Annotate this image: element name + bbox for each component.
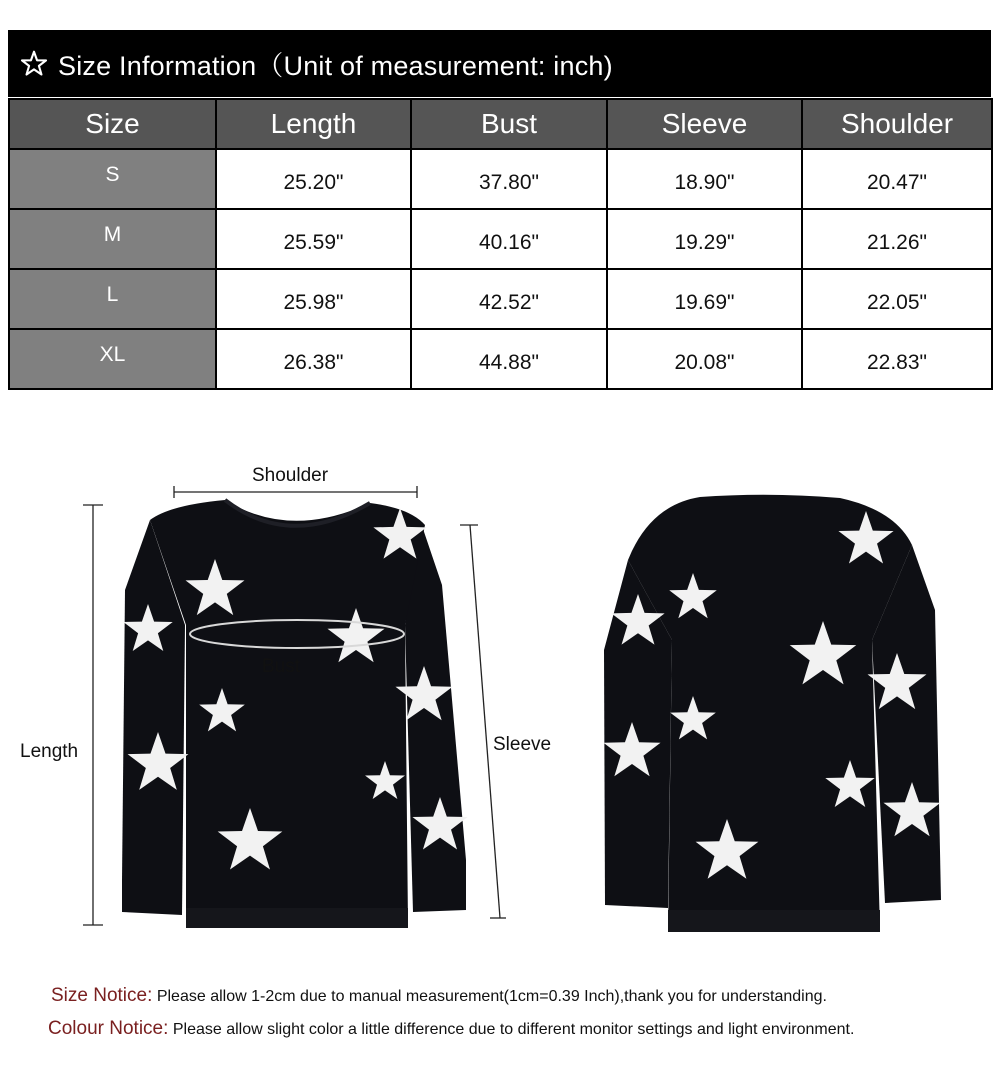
star-outline-icon [20,50,48,78]
length-label: Length [20,741,79,762]
bust-cell: 37.80" [411,149,607,209]
size-info-header [8,30,991,97]
table-header-row [9,99,992,149]
colour-notice-key: Colour Notice: [48,1018,169,1039]
sweater-front [122,500,468,928]
sleeve-cell: 19.69" [607,269,802,329]
colour-notice [48,1018,993,1040]
shoulder-cell: 21.26" [802,209,992,269]
table-row [9,269,992,329]
colour-notice-text: Please allow slight color a little difference due to different monitor settings and light environment. [172,1021,855,1038]
shoulder-cell: 20.47" [802,149,992,209]
bust-label: Bust [262,656,301,677]
table-row [9,149,992,209]
column-header-length: Length [216,99,411,149]
length-cell: 26.38" [216,329,411,389]
bust-cell: 42.52" [411,269,607,329]
table-row [9,209,992,269]
size-notice [51,985,991,1007]
sleeve-cell: 19.29" [607,209,802,269]
size-table [8,98,993,390]
column-header-sleeve: Sleeve [607,99,802,149]
length-cell: 25.98" [216,269,411,329]
bust-cell: 40.16" [411,209,607,269]
bust-cell: 44.88" [411,329,607,389]
size-notice-text: Please allow 1-2cm due to manual measurement(1cm=0.39 Inch),thank you for understanding. [156,988,827,1005]
size-notice-key: Size Notice: [51,985,153,1006]
shoulder-cell: 22.83" [802,329,992,389]
length-cell: 25.59" [216,209,411,269]
column-header-size: Size [9,99,216,149]
size-cell: L [9,269,216,329]
size-cell: M [9,209,216,269]
shoulder-cell: 22.05" [802,269,992,329]
shoulder-label: Shoulder [252,465,329,486]
sleeve-label: Sleeve [493,734,552,755]
sweater-back [603,495,941,932]
header-title: Size Information（Unit of measurement: inch) [58,51,613,81]
sleeve-cell: 20.08" [607,329,802,389]
measurement-diagram [0,440,1000,960]
sweater-illustration [0,440,1000,960]
column-header-bust: Bust [411,99,607,149]
size-cell: XL [9,329,216,389]
size-cell: S [9,149,216,209]
sleeve-cell: 18.90" [607,149,802,209]
table-row [9,329,992,389]
length-cell: 25.20" [216,149,411,209]
column-header-shoulder: Shoulder [802,99,992,149]
